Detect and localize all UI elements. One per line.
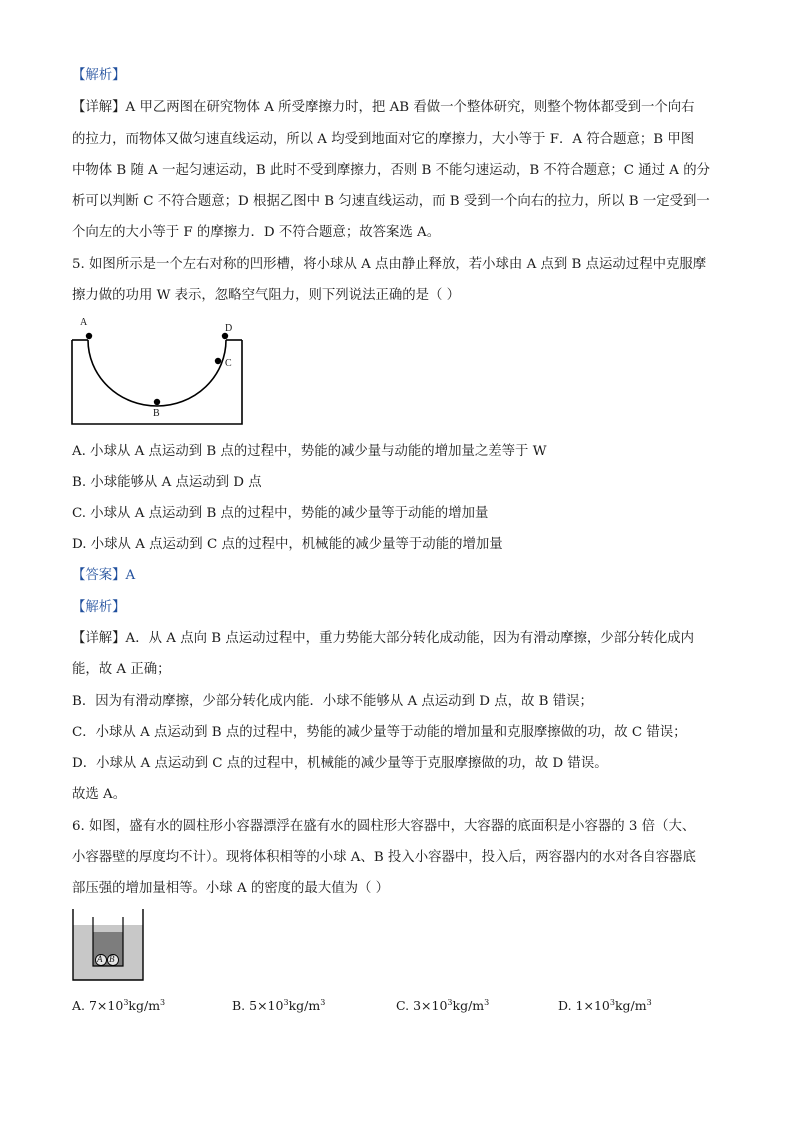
q6-stem-line-2: 小容器壁的厚度均不计）。现将体积相等的小球 A、B 投入小容器中，投入后，两容器内的水对各自容器底: [72, 850, 696, 865]
q6-option-d: D. $1\times 10^3kg/m^3$: [558, 998, 652, 1013]
q5-label-d: D: [225, 323, 233, 334]
q6-option-b: B. $5\times 10^3kg/m^3$: [232, 998, 326, 1013]
q5-stem-line-1: 5. 如图所示是一个左右对称的凹形槽，将小球从 A 点由静止释放，若小球由 A 点到 B 点运动过程中克服摩: [72, 257, 707, 272]
q5-analysis-line-2: 能，故 A 正确；: [72, 662, 171, 677]
q6-stem-line-3: 部压强的增加量相等。小球 A 的密度的最大值为（ ）: [72, 881, 390, 896]
q6-stem-line-1: 6. 如图，盛有水的圆柱形小容器漂浮在盛有水的圆柱形大容器中，大容器的底面积是小容器的 3 倍（大、: [72, 819, 696, 834]
q5-analysis-line-3: B．因为有滑动摩擦，少部分转化成内能．小球不能够从 A 点运动到 D 点，故 B 错误；: [72, 694, 593, 709]
q5-option-b: B. 小球能够从 A 点运动到 D 点: [72, 475, 262, 490]
q5-analysis-line-5: D．小球从 A 点运动到 C 点的过程中，机械能的减少量等于克服摩擦做的功，故 D 错误。: [72, 756, 608, 771]
q5-stem-line-2: 擦力做的功用 W 表示，忽略空气阻力，则下列说法正确的是（ ）: [72, 288, 461, 303]
q6-container-figure: [70, 907, 146, 983]
q5-analysis-line-1: 【详解】A．从 A 点向 B 点运动过程中，重力势能大部分转化成动能，因为有滑动摩擦，少部分转化成内: [72, 631, 695, 646]
q5-label-b: B: [153, 408, 160, 419]
q6-option-a: A. $7\times 10^3kg/m^3$: [72, 998, 166, 1013]
q6-ball-a-label: A: [97, 954, 103, 964]
analysis-line-1: 【详解】A 甲乙两图在研究物体 A 所受摩擦力时，把 AB 看做一个整体研究，则整个物体都受到一个向右: [72, 100, 695, 115]
analysis-line-4: 析可以判断 C 不符合题意；D 根据乙图中 B 匀速直线运动，而 B 受到一个向右的拉力，所以 B 一定受到一: [72, 194, 710, 209]
analysis-line-2: 的拉力，而物体又做匀速直线运动，所以 A 均受到地面对它的摩擦力，大小等于 F．A 符合题意；B 甲图: [72, 132, 695, 147]
q5-option-a: A. 小球从 A 点运动到 B 点的过程中，势能的减少量与动能的增加量之差等于 W: [72, 444, 547, 459]
q5-answer: 【答案】A: [72, 568, 136, 583]
q6-option-c: C. $3\times 10^3kg/m^3$: [396, 998, 490, 1013]
analysis-header: 【解析】: [72, 68, 126, 83]
q6-ball-b-label: B: [109, 954, 115, 964]
analysis-line-3: 中物体 B 随 A 一起匀速运动，B 此时不受到摩擦力，否则 B 不能匀速运动，B 不符合题意；C 通过 A 的分: [72, 163, 711, 178]
q5-label-a: A: [80, 317, 88, 328]
q5-groove-figure: [68, 316, 248, 428]
q5-option-c: C. 小球从 A 点运动到 B 点的过程中，势能的减少量等于动能的增加量: [72, 506, 489, 521]
q5-option-d: D. 小球从 A 点运动到 C 点的过程中，机械能的减少量等于动能的增加量: [72, 537, 503, 552]
analysis-line-5: 个向左的大小等于 F 的摩擦力．D 不符合题意；故答案选 A。: [72, 225, 441, 240]
q5-label-c: C: [225, 358, 232, 369]
q5-analysis-line-4: C．小球从 A 点运动到 B 点的过程中，势能的减少量等于动能的增加量和克服摩擦做的功，故 C 错误；: [72, 725, 687, 740]
q5-analysis-line-6: 故选 A。: [72, 787, 127, 802]
q5-analysis-header: 【解析】: [72, 600, 126, 615]
